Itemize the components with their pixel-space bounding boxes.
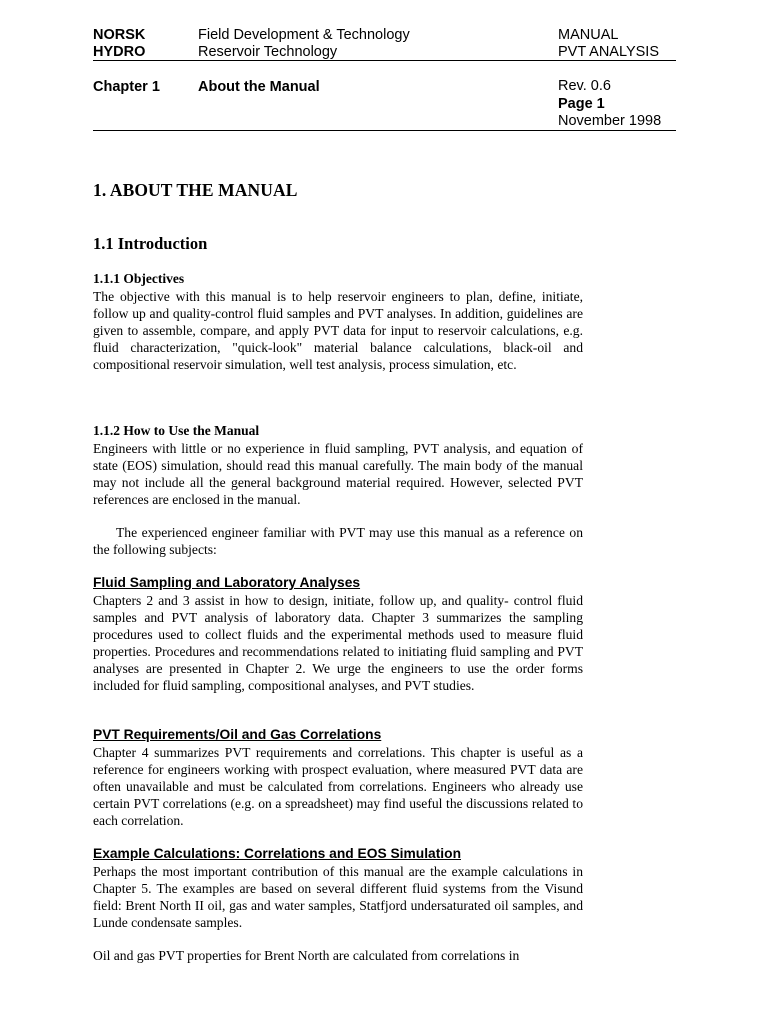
- sampling-subheading: Fluid Sampling and Laboratory Analyses: [93, 575, 361, 590]
- department-line2: Reservoir Technology: [198, 44, 338, 60]
- company-name-line1: NORSK: [93, 27, 146, 43]
- howto-heading: 1.1.2 How to Use the Manual: [93, 423, 260, 438]
- example-paragraph: Perhaps the most important contribution of this manual are the example calculations in Chapter 5. The examples are based on several different fluid systems from the Visund field: Brent North II oil, gas and water samples, Statfjord undersaturated oil samples, and Lunde condensate samples.: [93, 864, 583, 931]
- company-name-line2: HYDRO: [93, 44, 146, 60]
- objectives-heading: 1.1.1 Objectives: [93, 271, 185, 286]
- pvt-subheading: PVT Requirements/Oil and Gas Correlations: [93, 727, 382, 742]
- experienced-paragraph: The experienced engineer familiar with PVT may use this manual as a reference on the following subjects:: [93, 525, 583, 558]
- section-heading: 1.1 Introduction: [93, 234, 208, 253]
- chapter-heading: 1. ABOUT THE MANUAL: [93, 180, 298, 200]
- objectives-paragraph: The objective with this manual is to help reservoir engineers to plan, define, initiate, follow up and quality-control fluid samples and PVT analyses. In addition, guidelines are given to assemble, compare, and apply PVT data for input to reservoir calculations, e.g. fluid characterization, "quick-look" material balance calculations, black-oil and compositional reservoir simulation, well test analysis, process simulation, etc.: [93, 289, 583, 373]
- chapter-title: About the Manual: [198, 79, 320, 95]
- revision-number: Rev. 0.6: [558, 78, 611, 94]
- document-type: MANUAL: [558, 27, 619, 43]
- final-paragraph: Oil and gas PVT properties for Brent North are calculated from correlations in: [93, 948, 520, 963]
- pvt-paragraph: Chapter 4 summarizes PVT requirements and correlations. This chapter is useful as a reference for engineers working with prospect evaluation, where measured PVT data are often unavailable and must be calculated from correlations. Engineers who already use certain PVT correlations (e.g. on a spreadsheet) may find useful the discussions related to each correlation.: [93, 745, 583, 829]
- department-line1: Field Development & Technology: [198, 27, 410, 43]
- document-subject: PVT ANALYSIS: [558, 44, 660, 60]
- page-number: Page 1: [558, 96, 605, 112]
- sampling-paragraph: Chapters 2 and 3 assist in how to design, initiate, follow up, and quality- control fluid samples and PVT analysis of laboratory data. Chapter 3 summarizes the sampling procedures used to collect fluids and the experimental methods used to measure fluid properties. Procedures and recommendations related to initiating fluid sampling and PVT analyses are presented in Chapter 2. We urge the engineers to use the order forms included for fluid sampling, compositional analyses, and PVT studies.: [93, 593, 583, 694]
- header-divider-bottom: [93, 130, 676, 131]
- header-divider-top: [93, 60, 676, 61]
- example-subheading: Example Calculations: Correlations and EOS Simulation: [93, 846, 461, 861]
- revision-date: November 1998: [558, 113, 662, 129]
- chapter-label: Chapter 1: [93, 79, 160, 95]
- howto-paragraph: Engineers with little or no experience in fluid sampling, PVT analysis, and equation of state (EOS) simulation, should read this manual carefully. The main body of the manual may not include all the general background material required. However, selected PVT references are enclosed in the manual.: [93, 441, 583, 508]
